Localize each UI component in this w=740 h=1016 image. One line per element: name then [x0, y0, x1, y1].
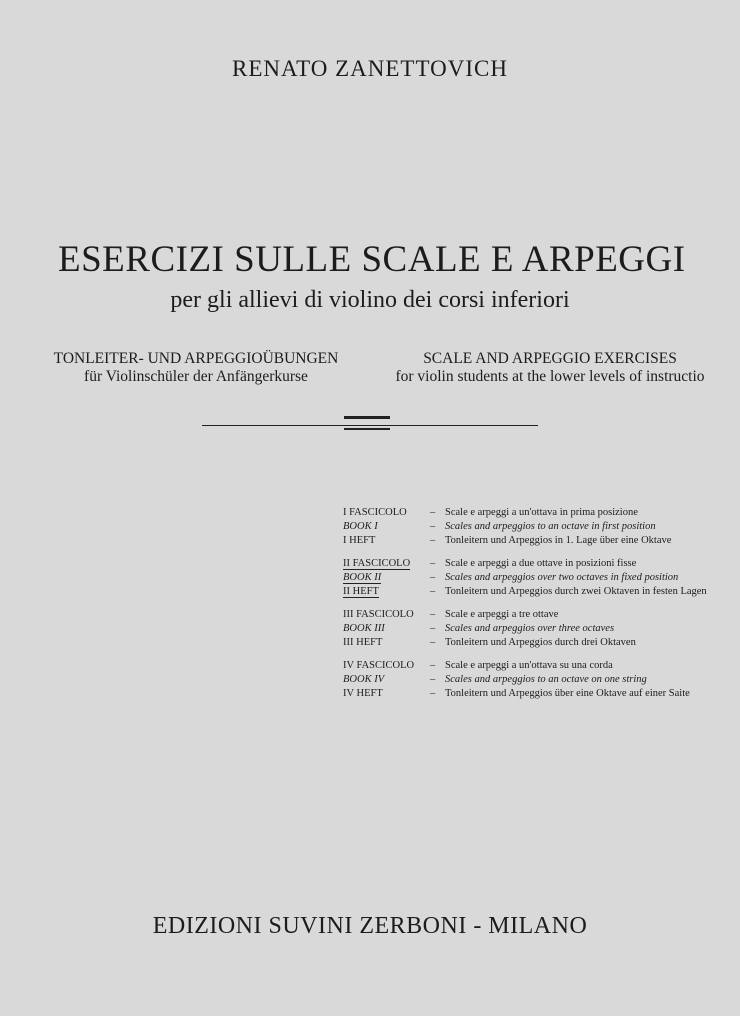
book-dash: – [430, 623, 436, 634]
book-description: Scales and arpeggios to an octave on one string [445, 674, 647, 685]
book-row [343, 506, 707, 520]
book-description: Scale e arpeggi a un'ottava in prima posizione [445, 507, 638, 518]
book-row [343, 636, 707, 650]
book-label-text: II HEFT [343, 586, 379, 597]
book-label: I HEFT [343, 535, 376, 546]
book-label: BOOK IV [343, 674, 385, 685]
book-row [343, 557, 707, 571]
book-group-1 [343, 506, 707, 548]
english-title: SCALE AND ARPEGGIO EXERCISES [423, 350, 677, 367]
book-row [343, 659, 707, 673]
book-label-text: BOOK II [343, 572, 382, 583]
german-title: TONLEITER- UND ARPEGGIOÜBUNGEN [53, 350, 339, 367]
book-dash: – [430, 535, 436, 546]
book-dash: – [430, 609, 436, 620]
book-label: BOOK III [343, 623, 385, 634]
book-description: Scales and arpeggios over two octaves in fixed position [445, 572, 679, 583]
book-row [343, 520, 707, 534]
book-list [343, 506, 707, 710]
german-title-block [36, 350, 356, 386]
book-label [343, 557, 430, 571]
book-row [343, 673, 707, 687]
book-group-4 [343, 659, 707, 701]
ornament-rule-long [202, 425, 538, 426]
book-group-2 [343, 557, 707, 599]
book-label [343, 585, 430, 599]
book-description: Scale e arpeggi a tre ottave [445, 609, 559, 620]
book-description: Scale e arpeggi a due ottave in posizioni fisse [445, 558, 637, 569]
book-dash: – [430, 521, 436, 532]
book-description: Tonleitern und Arpeggios in 1. Lage über eine Oktave [445, 535, 672, 546]
book-dash: – [430, 674, 436, 685]
book-row [343, 571, 707, 585]
book-row [343, 534, 707, 548]
book-label: III HEFT [343, 637, 383, 648]
book-dash: – [430, 558, 436, 569]
book-label [343, 571, 430, 585]
author-name: RENATO ZANETTOVICH [232, 56, 508, 81]
book-row [343, 687, 707, 701]
book-dash: – [430, 688, 436, 699]
book-label: BOOK I [343, 521, 378, 532]
english-subtitle: for violin students at the lower levels of instructio [395, 368, 705, 385]
book-group-3 [343, 608, 707, 650]
book-description: Scales and arpeggios to an octave in first position [445, 521, 656, 532]
book-dash: – [430, 572, 436, 583]
book-description: Scales and arpeggios over three octaves [445, 623, 615, 634]
book-row [343, 608, 707, 622]
book-label: I FASCICOLO [343, 507, 407, 518]
book-label: IV FASCICOLO [343, 660, 415, 671]
book-label: III FASCICOLO [343, 609, 414, 620]
page-title: ESERCIZI SULLE SCALE E ARPEGGI [58, 239, 686, 280]
book-description: Tonleitern und Arpeggios durch zwei Oktaven in festen Lagen [445, 586, 707, 597]
ornament-rule-thick [344, 428, 390, 430]
ornament-rule-thick [344, 416, 390, 419]
book-description: Tonleitern und Arpeggios durch drei Oktaven [445, 637, 636, 648]
book-label: IV HEFT [343, 688, 383, 699]
english-title-block [380, 350, 720, 386]
german-subtitle: für Violinschüler der Anfängerkurse [84, 368, 308, 385]
book-row [343, 622, 707, 636]
page-subtitle: per gli allievi di violino dei corsi inferiori [170, 287, 570, 313]
book-dash: – [430, 660, 436, 671]
book-label-text: II FASCICOLO [343, 558, 411, 569]
book-dash: – [430, 586, 436, 597]
book-dash: – [430, 507, 436, 518]
book-dash: – [430, 637, 436, 648]
book-row [343, 585, 707, 599]
publisher-name: EDIZIONI SUVINI ZERBONI - MILANO [152, 913, 588, 939]
book-description: Tonleitern und Arpeggios über eine Oktave auf einer Saite [445, 688, 690, 699]
book-description: Scale e arpeggi a un'ottava su una corda [445, 660, 613, 671]
